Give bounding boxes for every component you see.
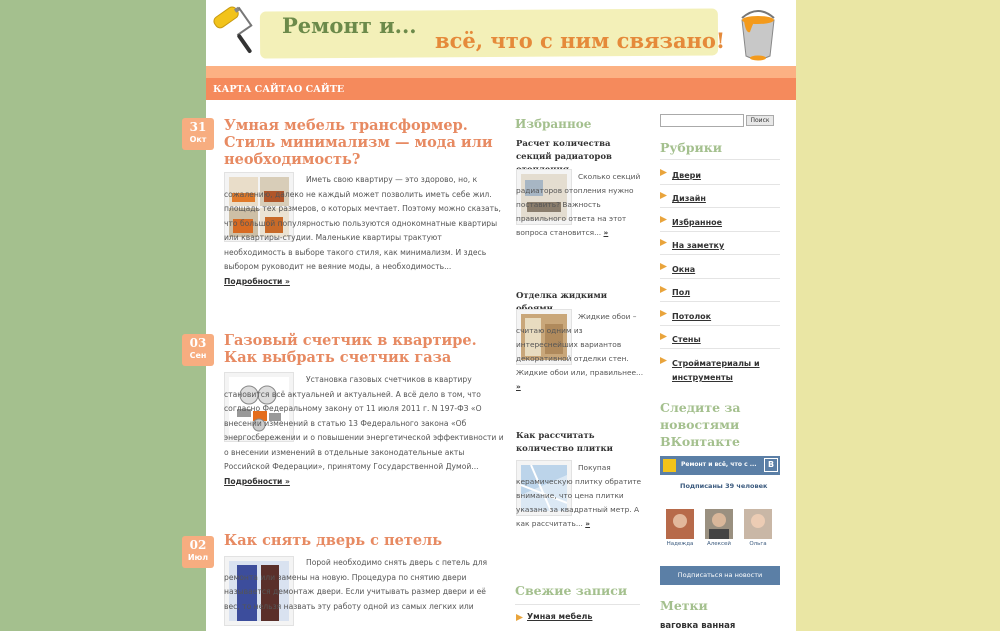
search-input[interactable] xyxy=(660,114,744,127)
post-date-day: 31 xyxy=(189,120,207,134)
category-label[interactable]: Избранное xyxy=(672,218,723,227)
category-label[interactable]: Потолок xyxy=(672,312,712,321)
avatar[interactable] xyxy=(705,509,733,539)
vk-logo-icon: B xyxy=(764,458,778,472)
arrow-icon xyxy=(660,333,667,340)
category-item[interactable] xyxy=(660,350,780,384)
nav-about[interactable]: О САЙТЕ xyxy=(294,84,345,95)
vk-subscribers: Подписаны 39 человек xyxy=(680,482,768,490)
category-item[interactable] xyxy=(660,185,780,208)
avatar[interactable] xyxy=(666,509,694,539)
vk-heading: Следите за новостями ВКонтакте xyxy=(660,400,741,449)
search-button[interactable]: Поиск xyxy=(746,115,774,126)
divider xyxy=(515,604,640,605)
post-excerpt-text: Иметь свою квартиру — это здорово, но, к сожалению, далеко не каждый может позволить иметь себе жил. площадь тех размеров, о которых мечтает. Поэтому можно сказать, что большой популярностью пользуются однокомнатные квартиры или квартиры-студии. Маленькие квартиры трактуют необходимость в выборе такого стиля, как минимализм. И здесь выбором руководит не веяние моды, а необходимость... xyxy=(224,175,501,271)
featured-item-excerpt: Жидкие обои – считаю одним из интереснейших вариантов декоративной отделки стен. Жидкие обои или, правильнее... xyxy=(516,312,644,377)
post-date-badge xyxy=(182,334,214,366)
post-excerpt xyxy=(224,373,504,489)
category-item[interactable] xyxy=(660,279,780,302)
post-excerpt xyxy=(224,173,504,289)
post-excerpt-text: Установка газовых счетчиков в квартиру становится всё актуальней и актуальней. А всё дело в том, что согласно Федеральному закону от 11 июля 2011 г. N 197-ФЗ «О внесении изменений в статью 13 Федерального закона «Об энергосбережении и о повышении энергетической эффективности и о внесении изменений в отдельные законодательные акты Российской Федерации», принятому Государственной Думой... xyxy=(224,375,504,471)
post-date-badge xyxy=(182,118,214,150)
nav-sitemap[interactable]: КАРТА САЙТА xyxy=(213,84,294,95)
post-date-badge xyxy=(182,536,214,568)
category-label[interactable]: Стройматериалы и инструменты xyxy=(672,359,760,382)
fresh-post-link[interactable]: Умная мебель xyxy=(527,612,593,621)
featured-item-text xyxy=(516,461,644,531)
category-item[interactable] xyxy=(660,162,780,185)
read-more-link[interactable]: Подробности » xyxy=(224,276,290,286)
category-label[interactable]: Дизайн xyxy=(672,194,706,203)
site-title-right[interactable]: всё, что с ним связано! xyxy=(435,28,726,53)
featured-item-title[interactable]: Расчет количества секций радиаторов xyxy=(516,139,612,162)
post-date-day: 02 xyxy=(189,538,207,552)
divider xyxy=(660,159,780,160)
arrow-icon xyxy=(660,216,667,223)
category-label[interactable]: На заметку xyxy=(672,241,725,250)
site-title-left[interactable]: Ремонт и... xyxy=(282,13,417,38)
category-item[interactable] xyxy=(660,326,780,349)
vk-subscribe-button[interactable]: Подписаться на новости xyxy=(660,566,780,585)
category-label[interactable]: Стены xyxy=(672,335,701,344)
categories-heading: Рубрики xyxy=(660,140,723,155)
featured-item-excerpt: Сколько секций радиаторов отопления нужно поставить? Важность правильного ответа на этот вопроса становится... xyxy=(516,172,641,237)
category-label[interactable]: Пол xyxy=(672,288,691,297)
post-date-month: Сен xyxy=(189,351,207,360)
post-title[interactable]: Умная мебель трансформер. Стиль минимализм — мода или необходимость? xyxy=(224,117,493,168)
arrow-icon xyxy=(516,614,523,621)
featured-item-title[interactable]: Отделка жидкими xyxy=(516,291,608,301)
arrow-icon xyxy=(660,263,667,270)
post-excerpt xyxy=(224,556,504,614)
arrow-icon xyxy=(660,169,667,176)
vk-group-avatar xyxy=(663,459,676,472)
category-item[interactable] xyxy=(660,256,780,279)
tag-link[interactable]: ваговка ванная xyxy=(660,621,736,631)
featured-heading: Избранное xyxy=(515,117,592,131)
fresh-posts-heading: Свежие записи xyxy=(515,583,628,598)
arrow-icon xyxy=(660,357,667,364)
vk-member-name[interactable]: Алексей xyxy=(707,541,731,547)
vk-group-title[interactable]: Ремонт и всё, что с ... xyxy=(681,461,757,468)
post-date-month: Окт xyxy=(189,135,207,144)
category-item[interactable] xyxy=(660,232,780,255)
vk-member-name[interactable]: Ольга xyxy=(749,541,767,547)
post-title[interactable]: Газовый счетчик в квартире. Как выбрать счетчик газа xyxy=(224,332,477,366)
avatar[interactable] xyxy=(744,509,772,539)
arrow-icon xyxy=(660,310,667,317)
category-label[interactable]: Двери xyxy=(672,171,701,180)
arrow-icon xyxy=(660,286,667,293)
read-more-link[interactable]: Подробности » xyxy=(224,476,290,486)
post-date-day: 03 xyxy=(189,336,207,350)
featured-item-excerpt: Покупая керамическую плитку обратите внимание, что цена плитки указана за квадратный метр. А как рассчитать... xyxy=(516,463,642,528)
arrow-icon xyxy=(660,192,667,199)
category-label[interactable]: Окна xyxy=(672,265,696,274)
featured-more-link[interactable]: » xyxy=(603,228,609,237)
category-item[interactable] xyxy=(660,209,780,232)
featured-item-text xyxy=(516,310,644,394)
tags-heading: Метки xyxy=(660,598,708,613)
featured-item-text xyxy=(516,170,644,240)
featured-more-link[interactable]: » xyxy=(516,382,521,391)
arrow-icon xyxy=(660,239,667,246)
category-item[interactable] xyxy=(660,303,780,326)
featured-more-link[interactable]: » xyxy=(585,519,591,528)
post-title[interactable]: Как снять дверь с петель xyxy=(224,532,443,549)
post-excerpt-text: Порой необходимо снять дверь с петель для ремонта или замены на новую. Процедура по снятию двери называется демонтаж двери. Если учитывать размер двери и её вес, то нельзя назвать эту работу одной из самых легких или xyxy=(224,558,488,611)
featured-item-title[interactable]: Как рассчитать количество плитки xyxy=(516,431,613,454)
vk-member-name[interactable]: Надежда xyxy=(666,541,694,547)
vk-widget-header[interactable] xyxy=(660,456,780,475)
post-date-month: Июл xyxy=(187,553,209,562)
